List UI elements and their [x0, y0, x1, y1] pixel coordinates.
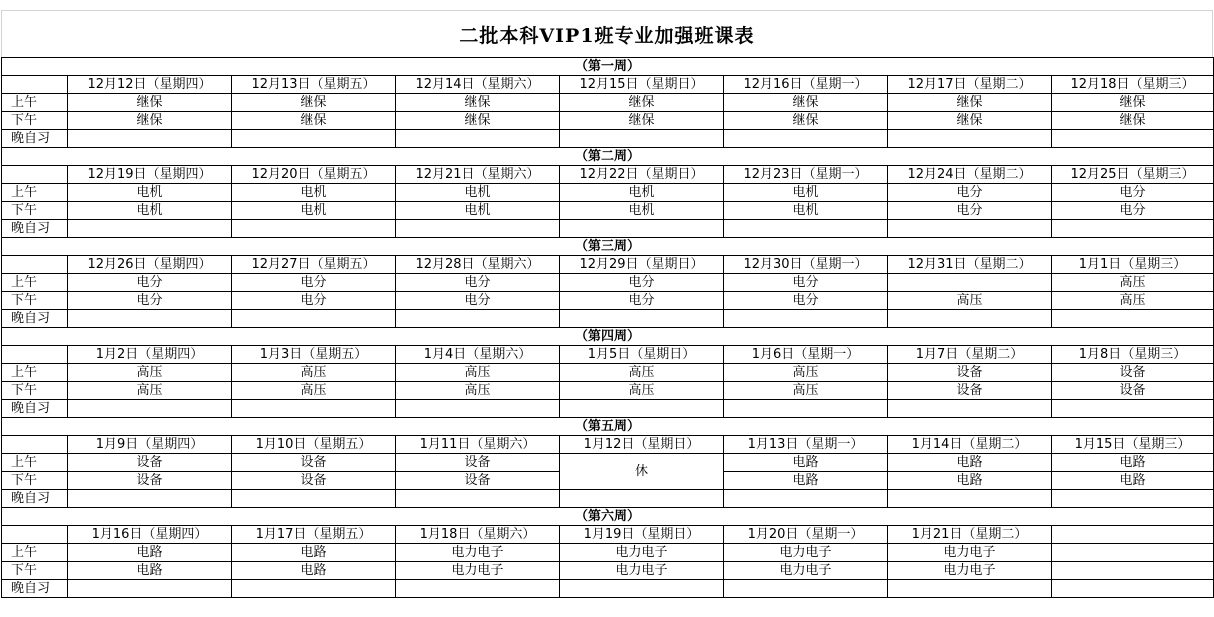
course-cell[interactable]: [232, 400, 396, 418]
course-cell[interactable]: 电力电子: [560, 544, 724, 562]
course-cell[interactable]: [560, 400, 724, 418]
course-cell[interactable]: 电力电子: [560, 562, 724, 580]
blank-label-cell[interactable]: [2, 436, 68, 454]
course-cell[interactable]: [560, 490, 724, 508]
course-cell[interactable]: 高压: [1052, 292, 1214, 310]
course-cell[interactable]: 电机: [560, 184, 724, 202]
course-cell[interactable]: 高压: [68, 382, 232, 400]
course-cell[interactable]: 电机: [396, 202, 560, 220]
course-cell[interactable]: 电分: [724, 292, 888, 310]
course-cell[interactable]: [232, 490, 396, 508]
course-cell[interactable]: 设备: [68, 454, 232, 472]
course-cell[interactable]: 高压: [560, 364, 724, 382]
am-row: [2, 184, 1214, 202]
course-cell[interactable]: [396, 490, 560, 508]
course-cell[interactable]: 电力电子: [396, 562, 560, 580]
pm-row: [2, 292, 1214, 310]
date-cell[interactable]: 12月19日（星期四）: [68, 166, 232, 184]
course-cell[interactable]: [68, 400, 232, 418]
slot-label-cell[interactable]: 下午: [2, 202, 68, 220]
am-row: [2, 544, 1214, 562]
date-cell[interactable]: 12月26日（星期四）: [68, 256, 232, 274]
week-label-cell[interactable]: （第四周）: [2, 328, 1214, 346]
course-cell[interactable]: 继保: [888, 94, 1052, 112]
date-cell[interactable]: 12月16日（星期一）: [724, 76, 888, 94]
course-cell[interactable]: 电分: [724, 274, 888, 292]
week-label-cell[interactable]: （第五周）: [2, 418, 1214, 436]
course-cell[interactable]: 高压: [1052, 274, 1214, 292]
course-cell[interactable]: 电机: [68, 184, 232, 202]
course-cell[interactable]: 电分: [560, 292, 724, 310]
course-cell[interactable]: 设备: [1052, 364, 1214, 382]
date-cell[interactable]: 1月13日（星期一）: [724, 436, 888, 454]
course-cell[interactable]: [1052, 490, 1214, 508]
course-cell[interactable]: 电力电子: [724, 544, 888, 562]
date-cell[interactable]: 1月1日（星期三）: [1052, 256, 1214, 274]
am-row: [2, 454, 1214, 472]
date-cell[interactable]: 1月7日（星期二）: [888, 346, 1052, 364]
course-cell[interactable]: [1052, 400, 1214, 418]
am-row: [2, 274, 1214, 292]
date-row: [2, 76, 1214, 94]
date-cell[interactable]: 1月14日（星期二）: [888, 436, 1052, 454]
course-cell[interactable]: [68, 490, 232, 508]
course-cell[interactable]: 设备: [888, 364, 1052, 382]
date-cell[interactable]: 1月4日（星期六）: [396, 346, 560, 364]
slot-label-cell[interactable]: 晚自习: [2, 400, 68, 418]
rest-cell[interactable]: 休: [560, 454, 724, 490]
course-cell[interactable]: [724, 310, 888, 328]
course-cell[interactable]: 电路: [888, 454, 1052, 472]
date-cell[interactable]: 12月31日（星期二）: [888, 256, 1052, 274]
blank-label-cell[interactable]: [2, 346, 68, 364]
course-cell[interactable]: 继保: [232, 94, 396, 112]
date-cell[interactable]: 12月22日（星期日）: [560, 166, 724, 184]
date-cell[interactable]: 1月16日（星期四）: [68, 526, 232, 544]
course-cell[interactable]: 高压: [68, 364, 232, 382]
date-row: [2, 166, 1214, 184]
course-cell[interactable]: [724, 220, 888, 238]
course-cell[interactable]: 继保: [1052, 112, 1214, 130]
date-cell[interactable]: 12月14日（星期六）: [396, 76, 560, 94]
course-cell[interactable]: 电路: [888, 472, 1052, 490]
date-cell[interactable]: 12月12日（星期四）: [68, 76, 232, 94]
date-cell[interactable]: 12月23日（星期一）: [724, 166, 888, 184]
pm-row: [2, 382, 1214, 400]
course-cell[interactable]: 高压: [724, 382, 888, 400]
course-cell[interactable]: [396, 400, 560, 418]
title-cell[interactable]: [1, 10, 1213, 57]
course-cell[interactable]: 继保: [396, 94, 560, 112]
week-label-cell[interactable]: （第六周）: [2, 508, 1214, 526]
slot-label-cell[interactable]: 上午: [2, 454, 68, 472]
date-cell[interactable]: 12月30日（星期一）: [724, 256, 888, 274]
date-cell[interactable]: 1月20日（星期一）: [724, 526, 888, 544]
slot-label-cell[interactable]: 晚自习: [2, 220, 68, 238]
date-cell[interactable]: 1月18日（星期六）: [396, 526, 560, 544]
course-cell[interactable]: [68, 220, 232, 238]
blank-label-cell[interactable]: [2, 76, 68, 94]
course-cell[interactable]: 电分: [396, 274, 560, 292]
date-cell[interactable]: 1月10日（星期五）: [232, 436, 396, 454]
course-cell[interactable]: 电机: [232, 184, 396, 202]
date-cell[interactable]: 1月21日（星期二）: [888, 526, 1052, 544]
week-header-row: [2, 328, 1214, 346]
course-cell[interactable]: 继保: [560, 112, 724, 130]
course-cell[interactable]: [68, 580, 232, 598]
course-cell[interactable]: [560, 220, 724, 238]
pm-row: [2, 202, 1214, 220]
date-cell[interactable]: 12月29日（星期日）: [560, 256, 724, 274]
course-cell[interactable]: 继保: [560, 94, 724, 112]
course-cell[interactable]: 电路: [1052, 454, 1214, 472]
date-cell[interactable]: 12月17日（星期二）: [888, 76, 1052, 94]
date-cell[interactable]: 1月17日（星期五）: [232, 526, 396, 544]
slot-label-cell[interactable]: 上午: [2, 364, 68, 382]
course-cell[interactable]: 设备: [232, 454, 396, 472]
blank-label-cell[interactable]: [2, 166, 68, 184]
course-cell[interactable]: [1052, 220, 1214, 238]
week-header-row: [2, 58, 1214, 76]
am-row: [2, 94, 1214, 112]
course-cell[interactable]: 高压: [396, 364, 560, 382]
course-cell[interactable]: 继保: [68, 112, 232, 130]
slot-label-cell[interactable]: 晚自习: [2, 310, 68, 328]
course-cell[interactable]: 设备: [1052, 382, 1214, 400]
course-cell[interactable]: 电分: [888, 184, 1052, 202]
slot-label-cell[interactable]: 晚自习: [2, 490, 68, 508]
course-cell[interactable]: 电路: [68, 544, 232, 562]
course-cell[interactable]: 设备: [232, 472, 396, 490]
course-cell[interactable]: [888, 400, 1052, 418]
date-row: [2, 526, 1214, 544]
course-cell[interactable]: [888, 274, 1052, 292]
course-cell[interactable]: [396, 310, 560, 328]
course-cell[interactable]: [724, 400, 888, 418]
date-cell[interactable]: 12月27日（星期五）: [232, 256, 396, 274]
course-cell[interactable]: 电分: [232, 274, 396, 292]
date-cell[interactable]: [1052, 526, 1214, 544]
am-row: [2, 364, 1214, 382]
course-cell[interactable]: 设备: [888, 382, 1052, 400]
slot-label-cell[interactable]: 晚自习: [2, 130, 68, 148]
course-cell[interactable]: [888, 130, 1052, 148]
eve-row: [2, 400, 1214, 418]
course-cell[interactable]: [888, 490, 1052, 508]
course-cell[interactable]: 电路: [232, 562, 396, 580]
course-cell[interactable]: 电力电子: [396, 544, 560, 562]
course-cell[interactable]: 设备: [396, 454, 560, 472]
course-cell[interactable]: [232, 220, 396, 238]
course-cell[interactable]: [68, 310, 232, 328]
slot-label-cell[interactable]: 晚自习: [2, 580, 68, 598]
course-cell[interactable]: 高压: [232, 382, 396, 400]
course-cell[interactable]: 继保: [724, 94, 888, 112]
course-cell[interactable]: 高压: [396, 382, 560, 400]
course-cell[interactable]: [888, 580, 1052, 598]
eve-row: [2, 220, 1214, 238]
course-cell[interactable]: 电力电子: [888, 562, 1052, 580]
slot-label-cell[interactable]: 上午: [2, 274, 68, 292]
course-cell[interactable]: [232, 580, 396, 598]
date-cell[interactable]: 12月20日（星期五）: [232, 166, 396, 184]
course-cell[interactable]: [232, 310, 396, 328]
course-cell[interactable]: 电分: [232, 292, 396, 310]
schedule-sheet: [1, 10, 1213, 598]
course-cell[interactable]: 高压: [724, 364, 888, 382]
course-cell[interactable]: 继保: [724, 112, 888, 130]
course-cell[interactable]: [888, 220, 1052, 238]
date-cell[interactable]: 1月5日（星期日）: [560, 346, 724, 364]
course-cell[interactable]: 继保: [68, 94, 232, 112]
course-cell[interactable]: 电力电子: [724, 562, 888, 580]
week-header-row: [2, 148, 1214, 166]
slot-label-cell[interactable]: 下午: [2, 472, 68, 490]
course-cell[interactable]: 电分: [68, 274, 232, 292]
course-cell[interactable]: [724, 490, 888, 508]
slot-label-cell[interactable]: 上午: [2, 184, 68, 202]
course-cell[interactable]: 高压: [232, 364, 396, 382]
course-cell[interactable]: 电分: [1052, 202, 1214, 220]
course-cell[interactable]: 电路: [1052, 472, 1214, 490]
date-cell[interactable]: 12月28日（星期六）: [396, 256, 560, 274]
week-header-row: [2, 418, 1214, 436]
course-cell[interactable]: [1052, 130, 1214, 148]
slot-label-cell[interactable]: 下午: [2, 562, 68, 580]
course-cell[interactable]: [724, 580, 888, 598]
date-cell[interactable]: 12月24日（星期二）: [888, 166, 1052, 184]
course-cell[interactable]: 电机: [560, 202, 724, 220]
date-cell[interactable]: 12月13日（星期五）: [232, 76, 396, 94]
date-cell[interactable]: 1月2日（星期四）: [68, 346, 232, 364]
date-cell[interactable]: 12月25日（星期三）: [1052, 166, 1214, 184]
course-cell[interactable]: 设备: [396, 472, 560, 490]
slot-label-cell[interactable]: 下午: [2, 112, 68, 130]
course-cell[interactable]: [560, 130, 724, 148]
date-cell[interactable]: 1月3日（星期五）: [232, 346, 396, 364]
date-cell[interactable]: 12月21日（星期六）: [396, 166, 560, 184]
course-cell[interactable]: 继保: [232, 112, 396, 130]
course-cell[interactable]: 电分: [68, 292, 232, 310]
course-cell[interactable]: 电分: [560, 274, 724, 292]
course-cell[interactable]: 电机: [232, 202, 396, 220]
date-cell[interactable]: 1月15日（星期三）: [1052, 436, 1214, 454]
date-cell[interactable]: 1月9日（星期四）: [68, 436, 232, 454]
course-cell[interactable]: 电机: [396, 184, 560, 202]
date-cell[interactable]: 1月12日（星期日）: [560, 436, 724, 454]
course-cell[interactable]: [1052, 580, 1214, 598]
eve-row: [2, 130, 1214, 148]
course-cell[interactable]: 电路: [68, 562, 232, 580]
date-cell[interactable]: 12月18日（星期三）: [1052, 76, 1214, 94]
schedule-table: [1, 57, 1214, 598]
slot-label-cell[interactable]: 上午: [2, 544, 68, 562]
course-cell[interactable]: [1052, 310, 1214, 328]
course-cell[interactable]: [1052, 544, 1214, 562]
course-cell[interactable]: 电分: [1052, 184, 1214, 202]
week-label-cell[interactable]: （第一周）: [2, 58, 1214, 76]
date-row: [2, 256, 1214, 274]
course-cell[interactable]: 电机: [724, 202, 888, 220]
date-row: [2, 346, 1214, 364]
blank-label-cell[interactable]: [2, 256, 68, 274]
course-cell[interactable]: 电路: [724, 472, 888, 490]
pm-row: [2, 112, 1214, 130]
date-cell[interactable]: 1月19日（星期日）: [560, 526, 724, 544]
course-cell[interactable]: 设备: [68, 472, 232, 490]
course-cell[interactable]: [560, 310, 724, 328]
course-cell[interactable]: [396, 130, 560, 148]
eve-row: [2, 580, 1214, 598]
course-cell[interactable]: 继保: [396, 112, 560, 130]
course-cell[interactable]: [724, 130, 888, 148]
course-cell[interactable]: [1052, 562, 1214, 580]
course-cell[interactable]: 电机: [724, 184, 888, 202]
course-cell[interactable]: 继保: [1052, 94, 1214, 112]
course-cell[interactable]: 电分: [396, 292, 560, 310]
course-cell[interactable]: [68, 130, 232, 148]
eve-row: [2, 490, 1214, 508]
slot-label-cell[interactable]: 下午: [2, 292, 68, 310]
course-cell[interactable]: 高压: [560, 382, 724, 400]
course-cell[interactable]: [396, 220, 560, 238]
course-cell[interactable]: 继保: [888, 112, 1052, 130]
course-cell[interactable]: 电机: [68, 202, 232, 220]
date-cell[interactable]: 1月8日（星期三）: [1052, 346, 1214, 364]
course-cell[interactable]: 电路: [724, 454, 888, 472]
date-cell[interactable]: 1月6日（星期一）: [724, 346, 888, 364]
pm-row: [2, 562, 1214, 580]
course-cell[interactable]: [396, 580, 560, 598]
course-cell[interactable]: 电分: [888, 202, 1052, 220]
week-label-cell[interactable]: （第二周）: [2, 148, 1214, 166]
slot-label-cell[interactable]: 下午: [2, 382, 68, 400]
eve-row: [2, 310, 1214, 328]
date-row: [2, 436, 1214, 454]
course-cell[interactable]: 电路: [232, 544, 396, 562]
week-label-cell[interactable]: （第三周）: [2, 238, 1214, 256]
week-header-row: [2, 238, 1214, 256]
course-cell[interactable]: [232, 130, 396, 148]
course-cell[interactable]: [560, 580, 724, 598]
course-cell[interactable]: 高压: [888, 292, 1052, 310]
course-cell[interactable]: [888, 310, 1052, 328]
slot-label-cell[interactable]: 上午: [2, 94, 68, 112]
date-cell[interactable]: 1月11日（星期六）: [396, 436, 560, 454]
schedule-title: 二批本科VIP1班专业加强班课表: [459, 24, 755, 47]
date-cell[interactable]: 12月15日（星期日）: [560, 76, 724, 94]
blank-label-cell[interactable]: [2, 526, 68, 544]
course-cell[interactable]: 电力电子: [888, 544, 1052, 562]
week-header-row: [2, 508, 1214, 526]
